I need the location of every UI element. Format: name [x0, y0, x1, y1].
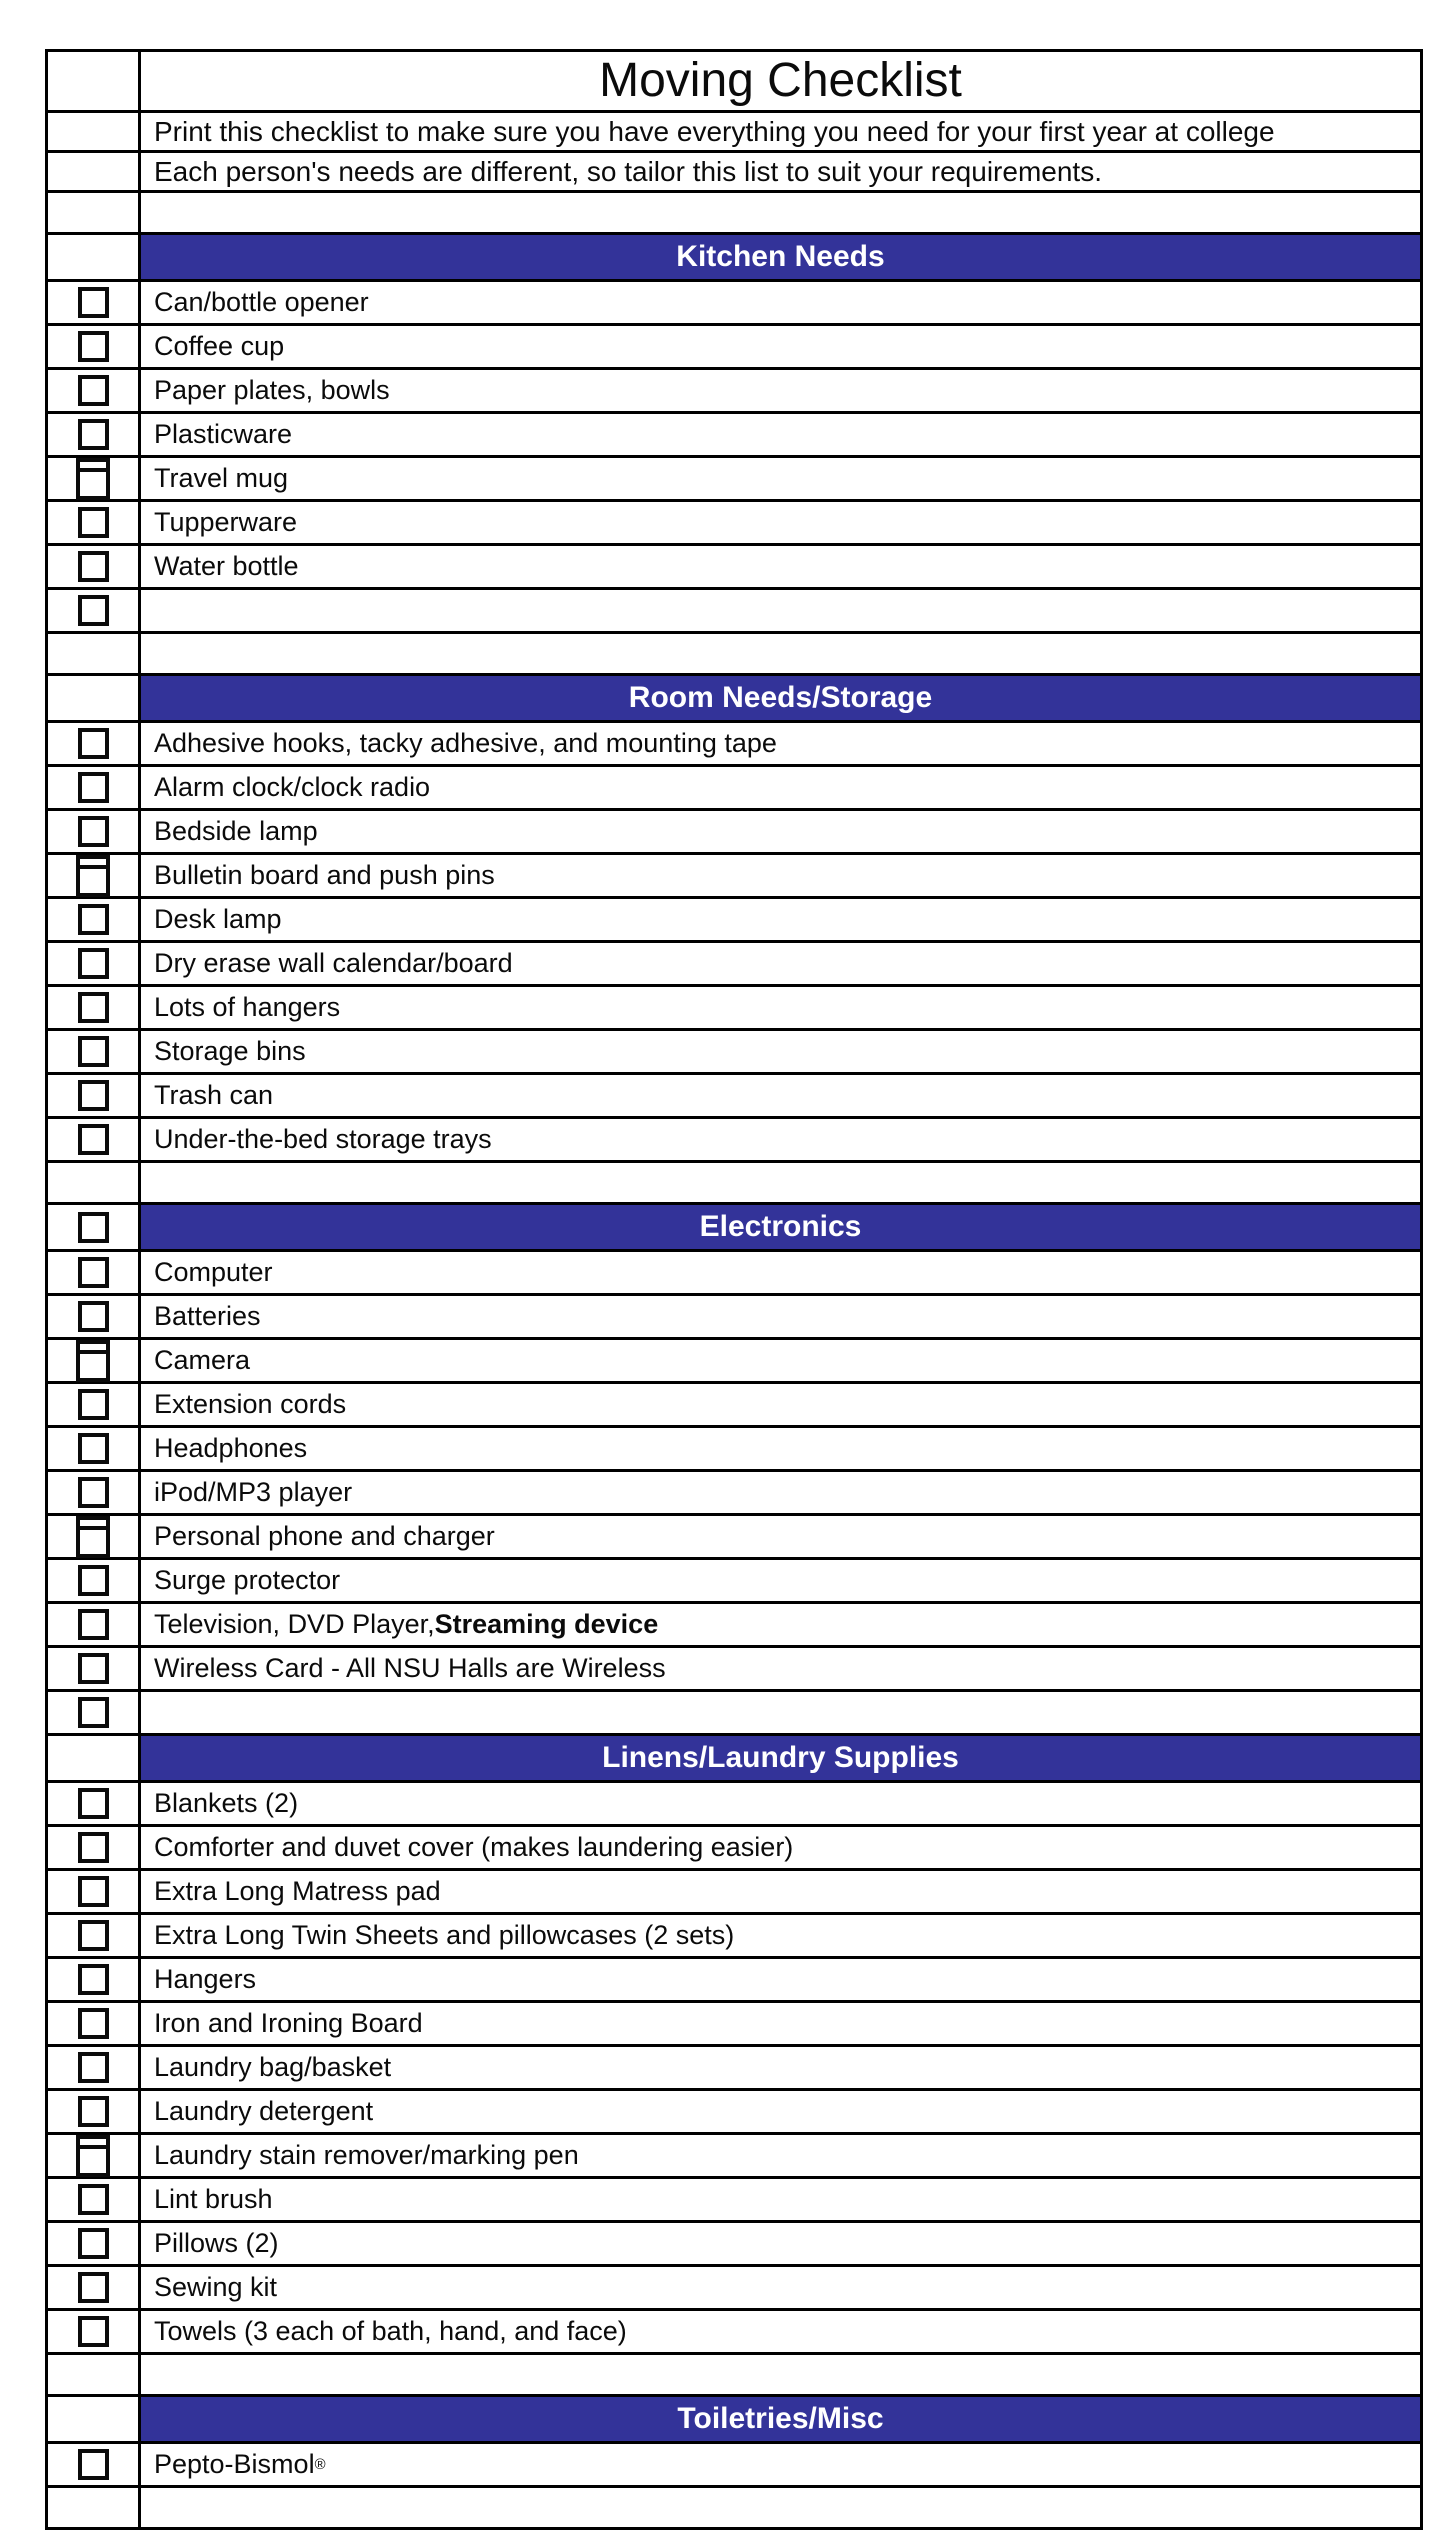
checklist-row: [48, 899, 1420, 943]
checkbox-cell: [48, 2267, 141, 2308]
checkbox-icon[interactable]: [78, 1212, 109, 1243]
checkbox-cell: [48, 2488, 141, 2527]
checklist-row: [48, 1959, 1420, 2003]
checklist-row: [48, 1384, 1420, 1428]
checklist-row: [48, 502, 1420, 546]
section-header-linens-laundry-supplies: Linens/Laundry Supplies: [141, 1736, 1420, 1780]
checkbox-cell: [48, 1915, 141, 1956]
checklist-row: [48, 590, 1420, 634]
item-label: Wireless Card - All NSU Halls are Wireless: [154, 1653, 666, 1683]
intro-text: Print this checklist to make sure you have everything you need for your first year at college: [154, 115, 1275, 147]
checkbox-tall-icon[interactable]: [76, 458, 110, 500]
checkbox-cell: [48, 282, 141, 323]
checkbox-cell: [48, 2179, 141, 2220]
item-label: Alarm clock/clock radio: [154, 772, 431, 802]
item-label: Computer: [154, 1257, 273, 1287]
checkbox-cell: [48, 1340, 141, 1381]
checklist-row: [48, 2223, 1420, 2267]
checkbox-icon[interactable]: [78, 419, 109, 450]
checklist-row: [48, 1692, 1420, 1736]
checkbox-cell: [48, 235, 141, 279]
item-label: Tupperware: [154, 507, 298, 537]
item-label: Can/bottle opener: [154, 287, 369, 317]
checkbox-icon[interactable]: [78, 1964, 109, 1995]
checkbox-cell: [48, 1296, 141, 1337]
empty-cell: [141, 1692, 1420, 1733]
checkbox-cell: [48, 1648, 141, 1689]
item-label: Bulletin board and push pins: [154, 860, 495, 890]
checkbox-cell: [48, 458, 141, 499]
item-label: Iron and Ironing Board: [154, 2008, 423, 2038]
intro-row: [48, 153, 1420, 193]
checklist-row: [48, 2311, 1420, 2355]
checkbox-cell: [48, 502, 141, 543]
checkbox-icon[interactable]: [78, 772, 109, 803]
item-label: Pillows (2): [154, 2228, 279, 2258]
checkbox-cell: [48, 2223, 141, 2264]
checkbox-icon[interactable]: [78, 2184, 109, 2215]
checkbox-icon[interactable]: [78, 992, 109, 1023]
checkbox-cell: [48, 1075, 141, 1116]
checkbox-cell: [48, 1119, 141, 1160]
moving-checklist-table: [45, 49, 1423, 2530]
intro-text: Each person's needs are different, so tailor this list to suit your requirements.: [154, 155, 1102, 187]
document-title: Moving Checklist: [599, 54, 962, 107]
section-header-room-needs-storage: Room Needs/Storage: [141, 676, 1420, 720]
section-row-kitchen-needs: [48, 235, 1420, 282]
item-label: Paper plates, bowls: [154, 375, 390, 405]
item-label: Surge protector: [154, 1565, 341, 1595]
item-label: Coffee cup: [154, 331, 285, 361]
checklist-row: [48, 1340, 1420, 1384]
checklist-row: [48, 1871, 1420, 1915]
checkbox-cell: [48, 414, 141, 455]
checklist-row: [48, 2003, 1420, 2047]
checkbox-icon[interactable]: [78, 507, 109, 538]
item-label: Laundry bag/basket: [154, 2052, 392, 2082]
checkbox-cell: [48, 2091, 141, 2132]
checkbox-icon[interactable]: [78, 1257, 109, 1288]
section-row-linens-laundry-supplies: [48, 1736, 1420, 1783]
checklist-row: [48, 1252, 1420, 1296]
checkbox-icon[interactable]: [78, 728, 109, 759]
checkbox-cell: [48, 855, 141, 896]
checkbox-cell: [48, 2047, 141, 2088]
checklist-row: [48, 1119, 1420, 1163]
checklist-row: [48, 2267, 1420, 2311]
checklist-row: [48, 1604, 1420, 1648]
item-label: Plasticware: [154, 419, 293, 449]
item-label: Batteries: [154, 1301, 261, 1331]
item-label: Lots of hangers: [154, 992, 341, 1022]
checkbox-icon[interactable]: [78, 2008, 109, 2039]
checklist-row: [48, 370, 1420, 414]
checklist-row: [48, 1296, 1420, 1340]
checkbox-cell: [48, 634, 141, 673]
empty-cell: [141, 2355, 1420, 2394]
checkbox-icon[interactable]: [78, 331, 109, 362]
empty-cell: [141, 1163, 1420, 1202]
checkbox-icon[interactable]: [78, 595, 109, 626]
checkbox-cell: [48, 546, 141, 587]
checklist-row: [48, 1516, 1420, 1560]
spacer-row: [48, 2488, 1420, 2530]
checkbox-cell: [48, 2444, 141, 2485]
checkbox-cell: [48, 1516, 141, 1557]
item-label: Under-the-bed storage trays: [154, 1124, 492, 1154]
checkbox-icon[interactable]: [78, 904, 109, 935]
item-label: Comforter and duvet cover (makes laundering easier): [154, 1832, 794, 1862]
checkbox-icon[interactable]: [78, 1697, 109, 1728]
checkbox-icon[interactable]: [78, 375, 109, 406]
checklist-row: [48, 1783, 1420, 1827]
checkbox-cell: [48, 113, 141, 150]
item-label: Towels (3 each of bath, hand, and face): [154, 2316, 627, 2346]
checkbox-cell: [48, 326, 141, 367]
checklist-row: [48, 1648, 1420, 1692]
checkbox-icon[interactable]: [78, 1653, 109, 1684]
empty-cell: [141, 590, 1420, 631]
checkbox-cell: [48, 2135, 141, 2176]
checkbox-cell: [48, 811, 141, 852]
item-label: Laundry detergent: [154, 2096, 374, 2126]
checkbox-cell: [48, 1560, 141, 1601]
checklist-row: [48, 1560, 1420, 1604]
spacer-row: [48, 2355, 1420, 2397]
item-label: Pepto-Bismol ®: [154, 2449, 326, 2479]
item-label: Camera: [154, 1345, 251, 1375]
item-label: Hangers: [154, 1964, 257, 1994]
checkbox-icon[interactable]: [78, 948, 109, 979]
checkbox-cell: [48, 1692, 141, 1733]
checkbox-icon[interactable]: [78, 1124, 109, 1155]
intro-row: [48, 113, 1420, 153]
checklist-row: [48, 414, 1420, 458]
item-label: Laundry stain remover/marking pen: [154, 2140, 579, 2170]
checkbox-icon[interactable]: [78, 2096, 109, 2127]
checklist-row: [48, 1075, 1420, 1119]
item-label: Adhesive hooks, tacky adhesive, and mounting tape: [154, 728, 777, 758]
checklist-row: [48, 282, 1420, 326]
checkbox-cell: [48, 2003, 141, 2044]
checklist-row: [48, 987, 1420, 1031]
checklist-row: [48, 767, 1420, 811]
checkbox-cell: [48, 1031, 141, 1072]
checklist-row: [48, 1827, 1420, 1871]
item-label: Lint brush: [154, 2184, 273, 2214]
checkbox-icon[interactable]: [78, 1389, 109, 1420]
checkbox-cell: [48, 723, 141, 764]
checkbox-icon[interactable]: [78, 1609, 109, 1640]
checklist-row: [48, 546, 1420, 590]
checkbox-cell: [48, 1472, 141, 1513]
checkbox-icon[interactable]: [78, 816, 109, 847]
checkbox-cell: [48, 1163, 141, 1202]
checkbox-cell: [48, 1604, 141, 1645]
item-label: Extra Long Matress pad: [154, 1876, 441, 1906]
checkbox-cell: [48, 1428, 141, 1469]
checkbox-cell: [48, 987, 141, 1028]
item-label: Dry erase wall calendar/board: [154, 948, 513, 978]
checkbox-cell: [48, 2355, 141, 2394]
section-header-kitchen-needs: Kitchen Needs: [141, 235, 1420, 279]
checkbox-cell: [48, 2397, 141, 2441]
checkbox-cell: [48, 1384, 141, 1425]
checkbox-icon[interactable]: [78, 551, 109, 582]
checklist-row: [48, 326, 1420, 370]
checkbox-cell: [48, 899, 141, 940]
checkbox-cell: [48, 1827, 141, 1868]
checkbox-cell: [48, 590, 141, 631]
checkbox-cell: [48, 676, 141, 720]
checkbox-cell: [48, 767, 141, 808]
checkbox-cell: [48, 153, 141, 190]
checkbox-icon[interactable]: [78, 1301, 109, 1332]
item-label: iPod/MP3 player: [154, 1477, 353, 1507]
checkbox-icon[interactable]: [78, 1080, 109, 1111]
checkbox-icon[interactable]: [78, 1832, 109, 1863]
checkbox-icon[interactable]: [78, 2316, 109, 2347]
section-row-electronics: [48, 1205, 1420, 1252]
checklist-row: [48, 1472, 1420, 1516]
checkbox-icon[interactable]: [78, 2052, 109, 2083]
checkbox-icon[interactable]: [78, 1036, 109, 1067]
checklist-row: [48, 458, 1420, 502]
checkbox-cell: [48, 2311, 141, 2352]
checkbox-cell: [48, 1205, 141, 1249]
checklist-row: [48, 943, 1420, 987]
empty-cell: [141, 2488, 1420, 2527]
checklist-row: [48, 1031, 1420, 1075]
checkbox-tall-icon[interactable]: [76, 2135, 110, 2177]
checkbox-cell: [48, 370, 141, 411]
checkbox-icon[interactable]: [78, 2228, 109, 2259]
checkbox-tall-icon[interactable]: [76, 1340, 110, 1382]
checklist-row: [48, 1428, 1420, 1472]
section-header-electronics: Electronics: [141, 1205, 1420, 1249]
item-label: Blankets (2): [154, 1788, 299, 1818]
checkbox-cell: [48, 193, 141, 232]
spacer-row: [48, 634, 1420, 676]
checkbox-icon[interactable]: [78, 1565, 109, 1596]
checkbox-cell: [48, 943, 141, 984]
item-label: Storage bins: [154, 1036, 306, 1066]
checkbox-icon[interactable]: [78, 1477, 109, 1508]
item-label: Sewing kit: [154, 2272, 278, 2302]
checkbox-cell: [48, 1783, 141, 1824]
checkbox-icon[interactable]: [78, 1788, 109, 1819]
title-row: [48, 52, 1420, 113]
checklist-row: [48, 2444, 1420, 2488]
section-header-toiletries-misc: Toiletries/Misc: [141, 2397, 1420, 2441]
checklist-row: [48, 2135, 1420, 2179]
item-label: Headphones: [154, 1433, 308, 1463]
section-row-room-needs-storage: [48, 676, 1420, 723]
checkbox-cell: [48, 1959, 141, 2000]
checkbox-icon[interactable]: [78, 2272, 109, 2303]
checklist-row: [48, 723, 1420, 767]
checkbox-icon[interactable]: [78, 287, 109, 318]
checklist-row: [48, 2091, 1420, 2135]
checklist-row: [48, 1915, 1420, 1959]
empty-cell: [141, 634, 1420, 673]
checklist-row: [48, 855, 1420, 899]
empty-cell: [141, 193, 1420, 232]
item-label: Personal phone and charger: [154, 1521, 495, 1551]
item-label: Desk lamp: [154, 904, 282, 934]
checkbox-cell: [48, 1736, 141, 1780]
checklist-row: [48, 811, 1420, 855]
checkbox-icon[interactable]: [78, 1433, 109, 1464]
item-label: Television, DVD Player, Streaming device: [154, 1609, 659, 1639]
checkbox-tall-icon[interactable]: [76, 855, 110, 897]
checkbox-cell: [48, 1252, 141, 1293]
checkbox-icon[interactable]: [78, 1920, 109, 1951]
item-label: Extra Long Twin Sheets and pillowcases (2 sets): [154, 1920, 735, 1950]
item-label: Travel mug: [154, 463, 289, 493]
checkbox-cell: [48, 52, 141, 110]
checkbox-icon[interactable]: [78, 1876, 109, 1907]
item-label: Trash can: [154, 1080, 274, 1110]
spacer-row: [48, 1163, 1420, 1205]
checkbox-icon[interactable]: [78, 2449, 109, 2480]
item-label: Extension cords: [154, 1389, 347, 1419]
item-label: Water bottle: [154, 551, 299, 581]
checklist-row: [48, 2179, 1420, 2223]
spacer-row: [48, 193, 1420, 235]
checkbox-tall-icon[interactable]: [76, 1516, 110, 1558]
checklist-row: [48, 2047, 1420, 2091]
checkbox-cell: [48, 1871, 141, 1912]
section-row-toiletries-misc: [48, 2397, 1420, 2444]
item-label: Bedside lamp: [154, 816, 318, 846]
